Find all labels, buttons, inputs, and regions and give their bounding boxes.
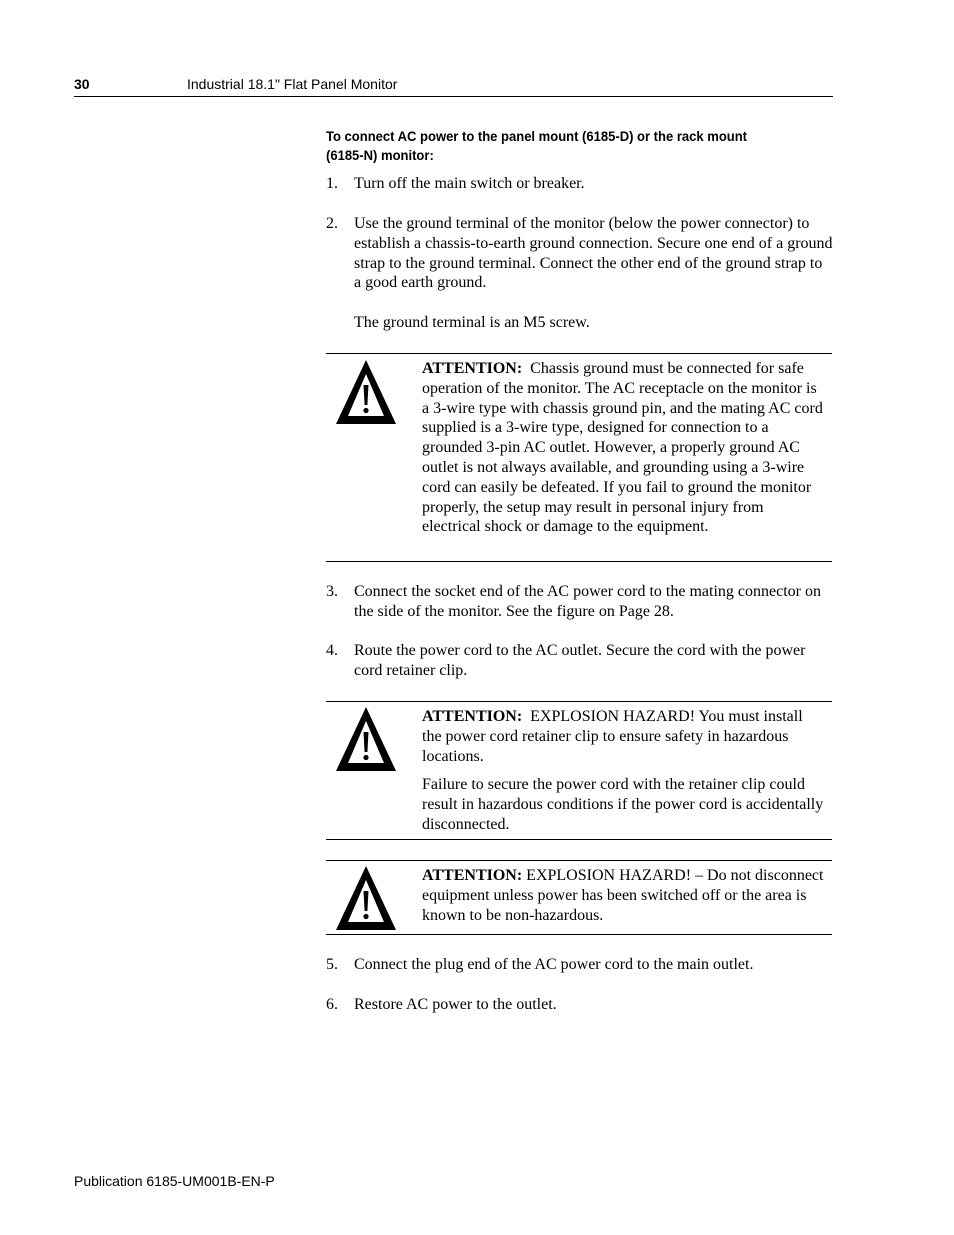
step-text: Route the power cord to the AC outlet. Secure the cord with the power cord retainer clip. xyxy=(354,642,806,679)
page-header xyxy=(74,76,833,97)
step-number: 6. xyxy=(326,996,338,1013)
attention-label: ATTENTION: xyxy=(422,867,523,884)
attention-text xyxy=(422,707,826,835)
attention-paragraph: Chassis ground must be connected for safe operation of the monitor. The AC receptacle on the monitor is a 3-wire type with chassis ground pin, and the mating AC cord supplied is a 3-wire type, designed for connection to a grounded 3-pin AC outlet. However, a properly ground AC outlet is not always available, and grounding using a 3-wire cord can easily be defeated. If you fail to ground the monitor properly, the setup may result in personal injury from electrical shock or damage to the equipment. xyxy=(422,360,823,536)
attention-text xyxy=(422,359,826,537)
step-text: Use the ground terminal of the monitor (below the power connector) to establish a chassis-to-earth ground connection. Secure one end of a ground strap to the ground terminal. Connect the other end of the ground strap to a good earth ground. xyxy=(354,215,833,292)
step-number: 2. xyxy=(326,215,338,232)
attention-label: ATTENTION: xyxy=(422,360,523,377)
step-number: 5. xyxy=(326,956,338,973)
step-text: Turn off the main switch or breaker. xyxy=(354,175,585,192)
step-text: Connect the socket end of the AC power cord to the mating connector on the side of the monitor. See the figure on Page 28. xyxy=(354,583,821,620)
step-number: 3. xyxy=(326,583,338,600)
step-2-note: The ground terminal is an M5 screw. xyxy=(354,314,590,331)
step-number: 4. xyxy=(326,642,338,659)
attention-box-grounding xyxy=(326,353,832,562)
step-number: 1. xyxy=(326,175,338,192)
attention-paragraph: EXPLOSION HAZARD! You must install the power cord retainer clip to ensure safety in hazardous locations. xyxy=(422,708,803,765)
step-text: Restore AC power to the outlet. xyxy=(354,996,557,1013)
publication-footer: Publication 6185-UM001B-EN-P xyxy=(74,1173,275,1189)
running-title: Industrial 18.1" Flat Panel Monitor xyxy=(187,76,398,92)
attention-text xyxy=(422,866,826,925)
attention-paragraph: EXPLOSION HAZARD! – Do not disconnect equipment unless power has been switched off or the area is known to be non-hazardous. xyxy=(422,867,824,924)
attention-paragraph: Failure to secure the power cord with the retainer clip could result in hazardous conditions if the power cord is accidentally disconnected. xyxy=(422,776,824,833)
attention-box-retainer-clip xyxy=(326,701,832,840)
page-number: 30 xyxy=(74,76,90,92)
procedure-heading: To connect AC power to the panel mount (6185-D) or the rack mount (6185-N) monitor: xyxy=(326,128,748,163)
attention-label: ATTENTION: xyxy=(422,708,523,725)
warning-triangle-icon xyxy=(334,358,398,426)
warning-triangle-icon xyxy=(334,864,398,932)
attention-box-disconnect xyxy=(326,860,832,935)
warning-triangle-icon xyxy=(334,705,398,773)
step-text: Connect the plug end of the AC power cord to the main outlet. xyxy=(354,956,754,973)
